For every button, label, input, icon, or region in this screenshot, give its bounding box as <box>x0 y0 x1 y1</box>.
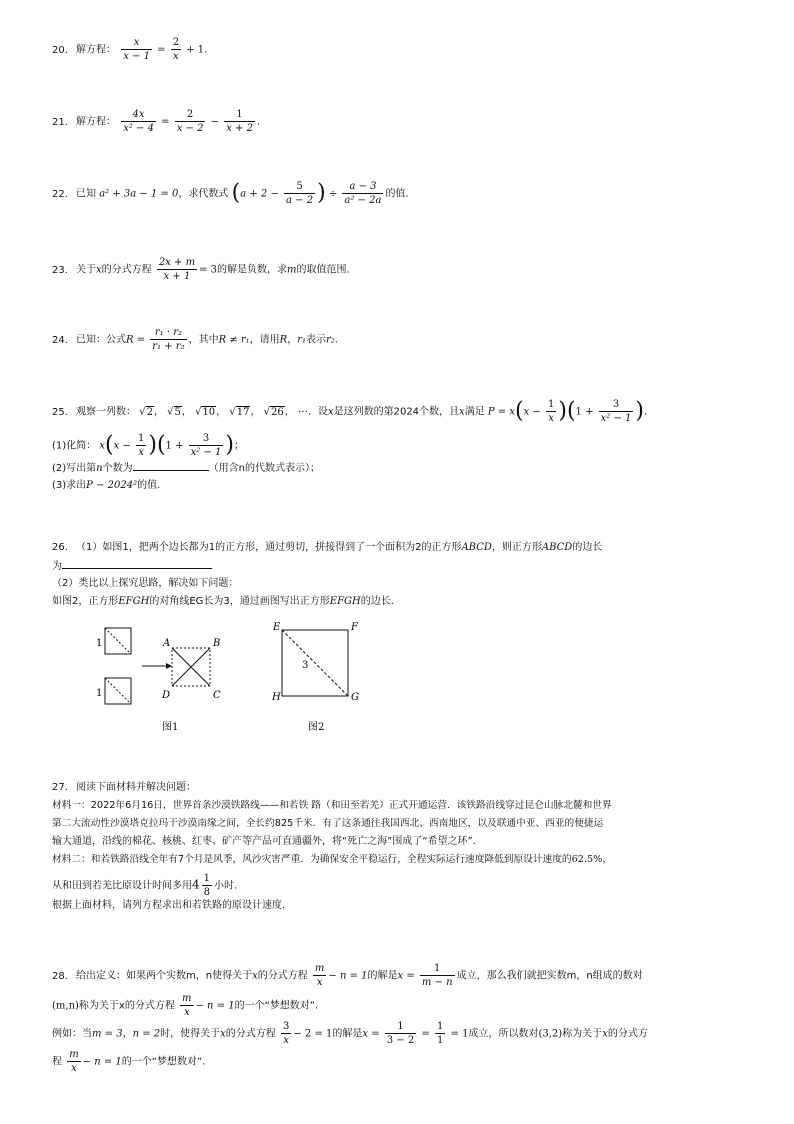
pair: (3,2) <box>538 1028 563 1040</box>
text: 的值. <box>137 480 161 491</box>
text: 观察一列数： <box>76 406 136 418</box>
text: 的解是 <box>367 970 398 982</box>
text: ， <box>602 854 613 865</box>
sequence-term: ⋯ <box>297 406 308 418</box>
question-28-line2: (m,n)称为关于x的分式方程 $\frac{m}{x}$ − n = 1的一个“梦想数对”． <box>52 993 325 1018</box>
question-label: 解方程： <box>76 116 116 128</box>
vertex-d: D <box>162 690 171 701</box>
pair: (m,n) <box>52 1000 79 1012</box>
question-number: 26. <box>52 542 68 553</box>
text: 关于 <box>76 264 96 276</box>
question-25-line1: 25. 观察一列数： √2， √5， √10， √17， √26， ⋯．设x是这列数的第2024个数，且x满足 P = x(x − $\frac{1}{x}$ )(1 + $\frac{3}{\text{x² − 1}}$ ). <box>52 398 648 424</box>
diagonal-label: 3 <box>302 660 309 671</box>
fraction: $\frac{1}{3 - 2}$ <box>386 1021 415 1046</box>
question-28-line3: 例如：当m = 3，n = 2时，使得关于x的分式方程 $\frac{3}{x}$ − 2 = 1的解是x = $\frac{1}{3 - 2}$ = $\frac{1}{1}$ = 1成立，所以数对(3,2)称为关于x的分式方 <box>52 1021 648 1046</box>
text: 成立，所以数对 <box>468 1028 539 1040</box>
cut-line <box>105 678 131 704</box>
sequence-term: √2 <box>139 406 153 418</box>
text: ，其中 <box>188 334 219 346</box>
text: 阅读下面材料并解决问题： <box>76 782 196 793</box>
fraction: $\frac{m}{x}$ <box>182 993 192 1018</box>
fraction: $\frac{2}{x - 2}$ <box>176 109 204 134</box>
vertex-b: B <box>213 638 221 649</box>
text: 的分式方程 <box>257 970 308 982</box>
text: 表示 <box>306 334 326 346</box>
fraction: $\frac{m}{x}$ <box>69 1049 79 1074</box>
text: 成立，那么我们就把实数m，n组成的数对 <box>456 970 643 982</box>
question-27-line1 <box>52 780 772 796</box>
arrow-head <box>166 663 172 669</box>
question-25-part1: (1)化简： x(x − $\frac{1}{x}$ )(1 + $\frac{3}{\text{x² − 1}}$ )； <box>52 432 244 458</box>
text: 时，使得关于 <box>160 1028 221 1040</box>
text: 的对角线EG长为3，通过画图写出正方形 <box>149 596 330 607</box>
question-27-line3: 第二大流动性沙漠塔克拉玛干沙漠南缘之间，全长约825千米．有了这条通往我国西北、西南地区，以及联通中亚、西亚的便捷运 <box>52 818 604 829</box>
side-label: 1 <box>96 688 103 699</box>
sequence-term: √5 <box>167 406 181 418</box>
text: 个数为 <box>102 463 133 474</box>
text: 小时. <box>214 880 238 892</box>
question-27-line7: 根据上面材料，请列方程求出和若铁路的原设计速度. <box>52 900 286 911</box>
answer-blank[interactable] <box>62 558 212 569</box>
fraction: $\frac{1}{x}$ <box>547 399 555 424</box>
vertex-g: G <box>351 692 359 703</box>
fraction: $\frac{5}{a - 2}$ <box>286 181 314 206</box>
text: 称为关于x的分式方程 <box>78 1000 175 1012</box>
fraction: $\frac{1}{8}$ <box>203 873 211 898</box>
text: 给出定义：如果两个实数m，n使得关于 <box>76 970 253 982</box>
question-27-line4: 输大通道，沿线的棉花、核桃、红枣、矿产等产品可直通疆外，将“死亡之海”围成了“希望之环”． <box>52 836 483 847</box>
text: 的分式方程 <box>101 264 152 276</box>
punct: . <box>204 44 208 56</box>
text: 的值. <box>385 188 409 200</box>
value: n = 2 <box>132 1028 161 1040</box>
condition: R ≠ r₁ <box>218 334 250 346</box>
figure-1-caption: 图1 <box>162 722 179 733</box>
fraction: $\frac{a - 3}{\text{a² − 2a}}$ <box>344 181 382 206</box>
question-28-line4: 程 $\frac{m}{x}$ − n = 1的一个“梦想数对”． <box>52 1049 213 1074</box>
vertex-e: E <box>273 622 281 633</box>
fraction: $\frac{2}{x}$ <box>172 37 180 62</box>
question-23: 23. 关于x的分式方程 $\frac{2x + m}{x + 1}$ = 3的解是负数，求m的取值范围. <box>52 257 350 282</box>
figure-2 <box>268 620 368 740</box>
question-25-part2: (2)写出第n个数为 （用含n的代数式表示）； <box>52 460 772 477</box>
question-28-line1: 28. 给出定义：如果两个实数m，n使得关于x的分式方程 $\frac{m}{x}$ − n = 1的解是x = $\frac{1}{m - n}$ 成立，那么我们就把实数m，n组成的数对 <box>52 963 643 988</box>
question-25-part3: (3)求出P − 2024²的值. <box>52 480 161 491</box>
question-22: 22. 已知 a² + 3a − 1 = 0，求代数式 (a + 2 − $\frac{5}{a - 2}$ ) ÷ $\frac{a - 3}{\text{a² − 2a}}$ 的值. <box>52 180 409 206</box>
equation-rhs: = 3 <box>199 264 217 276</box>
question-26-line4: 如图2，正方形EFGH的对角线EG长为3，通过画图写出正方形EFGH的边长. <box>52 596 394 607</box>
text: (2)写出第 <box>52 463 97 474</box>
text: 如图2，正方形 <box>52 596 119 607</box>
text: ．设 <box>307 406 328 418</box>
text: 的解是负数，求 <box>216 264 287 276</box>
fraction: $\frac{1}{x}$ <box>137 433 145 458</box>
text: 的取值范围. <box>296 264 350 276</box>
text: ，请用 <box>249 334 280 346</box>
vertex-h: H <box>272 692 281 703</box>
fraction: $\frac{m}{x}$ <box>314 963 325 988</box>
question-21: 21. 解方程： $\frac{4x}{\text{x² − 4}}$ = $\frac{2}{x - 2}$ − $\frac{1}{x + 2}$ . <box>52 109 261 134</box>
fraction: $\frac{1}{m - n}$ <box>421 963 453 988</box>
question-number: 27. <box>52 782 68 793</box>
vertex-f: F <box>351 622 358 633</box>
cut-line <box>105 628 131 654</box>
question-number: 23. <box>52 264 68 276</box>
question-24: 24. 已知：公式R = $\frac{\text{r₁ · r₂}}{\text{r₁ + r₂}}$ ，其中R ≠ r₁，请用R，r₁表示r₂. <box>52 327 338 352</box>
question-26-line1: 26. （1）如图1，把两个边长都为1的正方形，通过剪切，拼接得到了一个面积为2的正方形ABCD，则正方形ABCD的边长 <box>52 540 772 556</box>
text: 满足 <box>464 406 485 418</box>
text: 的一个“梦想数对”． <box>234 1000 325 1012</box>
text: 程 <box>52 1056 62 1068</box>
text: 材料二：和若铁路沿线全年有7个月是风季，风沙灾害严重．为确保安全平稳运行，全程实际运行速度降低到原设计速度的 <box>52 854 572 865</box>
sequence-term: √26 <box>263 406 284 418</box>
text: 的一个“梦想数对”． <box>121 1056 213 1068</box>
question-label: 解方程： <box>76 44 116 56</box>
question-27-line6: 从和田到若羌比原设计时间多用4 $\frac{1}{8}$ 小时. <box>52 873 238 898</box>
text: 从和田到若羌比原设计时间多用 <box>52 880 192 892</box>
text: 已知：公式 <box>76 334 126 346</box>
answer-blank[interactable] <box>133 460 209 471</box>
text: 的分式方 <box>607 1028 648 1040</box>
question-number: 20. <box>52 44 68 56</box>
fraction: $\frac{3}{\text{x² − 1}}$ <box>190 433 222 458</box>
figure-2-caption: 图2 <box>308 722 325 733</box>
text: (3)求出 <box>52 480 87 491</box>
diagonal-eg <box>282 630 348 696</box>
fraction: $\frac{3}{\text{x² − 1}}$ <box>600 399 632 424</box>
text: 的边长. <box>360 596 394 607</box>
fraction: $\frac{1}{1}$ <box>436 1021 444 1046</box>
question-26-line3: （2）类比以上探究思路，解决如下问题： <box>52 578 239 589</box>
question-number: 21. <box>52 116 68 128</box>
text: 为 <box>52 561 62 572</box>
question-27-line5 <box>52 852 772 868</box>
figure-1 <box>90 620 240 740</box>
question-27-line2: 材料一：2022年6月16日，世界首条沙漠铁路线——和若铁 路（和田至若羌）正式开通运营．该铁路沿线穿过昆仑山脉北麓和世界 <box>52 800 612 811</box>
question-26-line2 <box>52 558 772 575</box>
text: （1）如图1，把两个边长都为1的正方形，通过剪切，拼接得到了一个面积为2的正方形 <box>76 542 462 553</box>
side-label: 1 <box>96 638 103 649</box>
vertex-c: C <box>213 690 221 701</box>
text: 的解是 <box>332 1028 363 1040</box>
fraction: $\frac{1}{x + 2}$ <box>226 109 253 134</box>
text: 例如：当 <box>52 1028 92 1040</box>
vertex-a: A <box>163 638 171 649</box>
fraction: $\frac{3}{x}$ <box>282 1021 290 1046</box>
text: 的分式方程 <box>225 1028 276 1040</box>
text: ， <box>122 1028 133 1040</box>
fraction: $\frac{x}{x - 1}$ <box>123 37 150 62</box>
percent: 62.5% <box>571 854 603 865</box>
sequence-term: √17 <box>229 406 250 418</box>
text: ，则正方形 <box>491 542 542 553</box>
question-20: 20. 解方程： $\frac{x}{x - 1}$ = $\frac{2}{x}$ + 1. <box>52 37 208 62</box>
text: （用含n的代数式表示）； <box>208 463 320 474</box>
condition: a² + 3a − 1 = 0 <box>99 188 179 200</box>
punct: . <box>256 116 261 128</box>
text: 已知 <box>76 188 96 200</box>
question-number: 28. <box>52 970 68 982</box>
text: 是这列数的第2024个数，且 <box>333 406 460 418</box>
question-number: 25. <box>52 406 68 418</box>
fraction: $\frac{\text{r₁ · r₂}}{\text{r₁ + r₂}}$ <box>152 327 185 352</box>
text: 称为关于 <box>562 1028 603 1040</box>
fraction: $\frac{4x}{\text{x² − 4}}$ <box>123 109 154 134</box>
text: . <box>334 334 338 346</box>
value: m = 3 <box>92 1028 123 1040</box>
sequence-term: √10 <box>195 406 216 418</box>
question-number: 22. <box>52 188 68 200</box>
fraction: $\frac{2x + m}{x + 1}$ <box>158 257 196 282</box>
text: ，求代数式 <box>178 188 229 200</box>
text: (1)化简： <box>52 440 97 452</box>
text: 的边长 <box>572 542 603 553</box>
question-number: 24. <box>52 334 68 346</box>
